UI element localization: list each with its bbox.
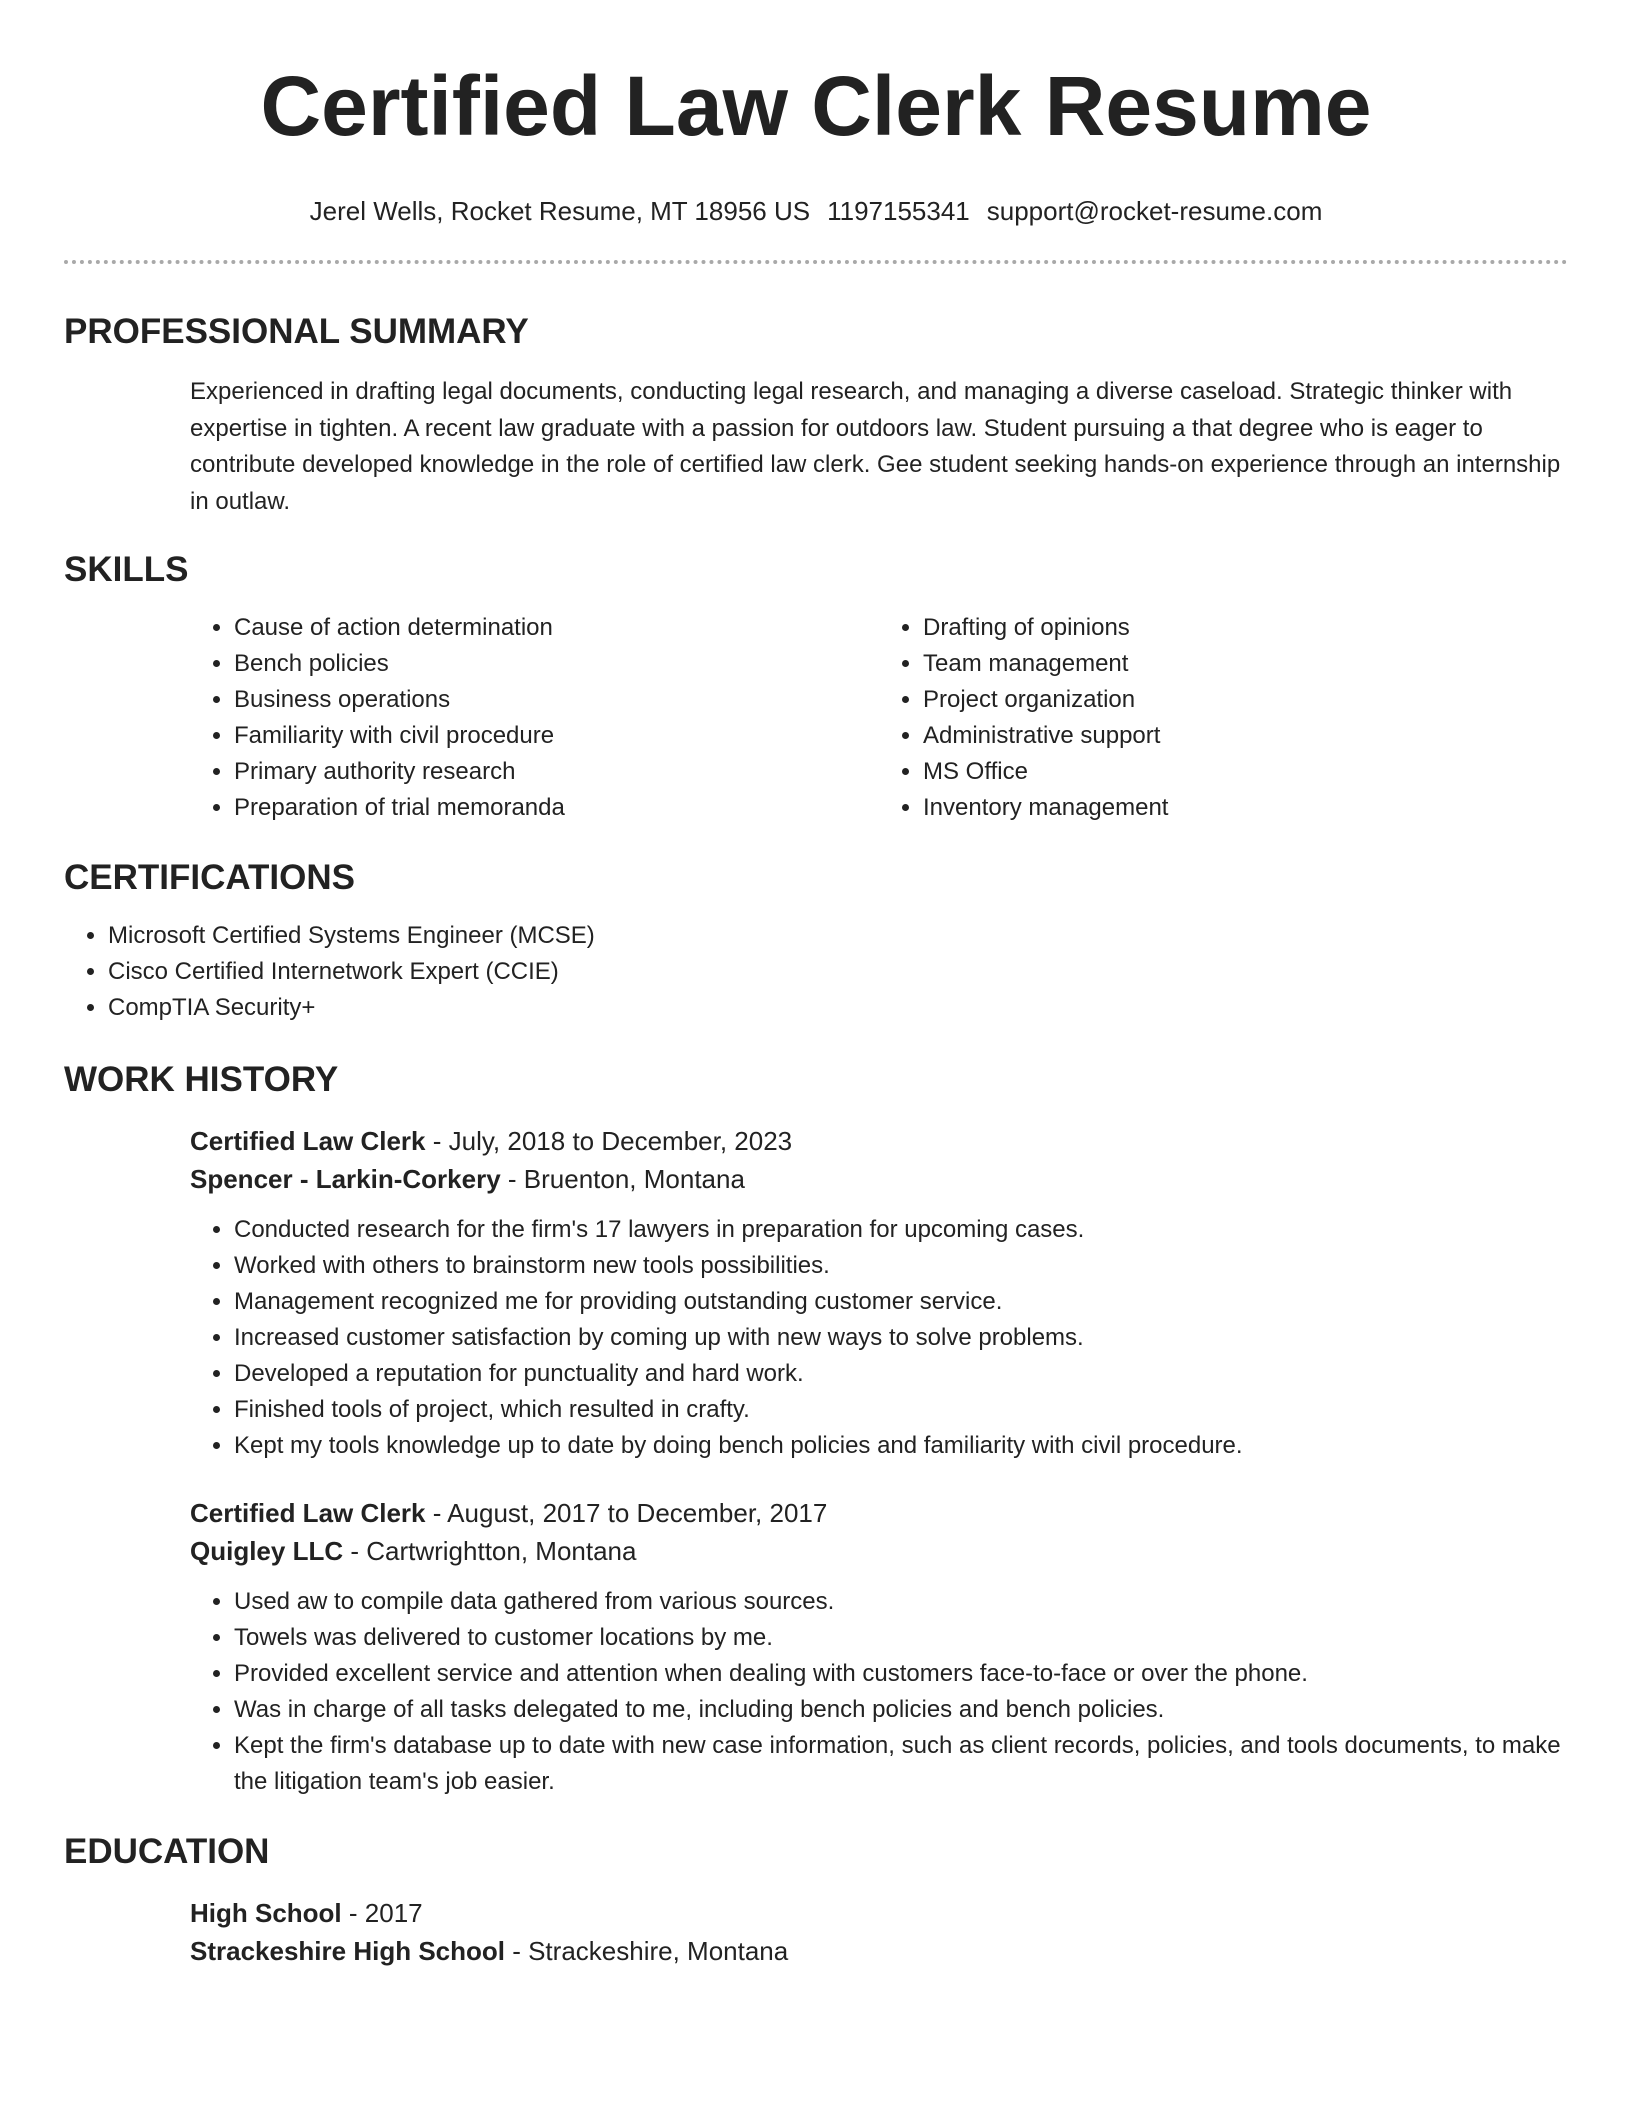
skill-item: • Administrative support xyxy=(923,718,1568,754)
skills-column-left xyxy=(190,610,879,826)
education-degree-line xyxy=(190,1894,1568,1932)
skills-list xyxy=(190,610,1568,826)
job-duty-item: • Management recognized me for providing outstanding customer service. xyxy=(234,1284,1568,1320)
header-divider xyxy=(64,260,1568,264)
certification-item: • CompTIA Security+ xyxy=(108,990,1568,1026)
certifications-heading: CERTIFICATIONS xyxy=(64,858,356,897)
job-dates: - July, 2018 to December, 2023 xyxy=(425,1126,793,1156)
job-duty-item: • Provided excellent service and attention when dealing with customers face-to-face or over the phone. xyxy=(234,1656,1568,1692)
skill-item: • Preparation of trial memoranda xyxy=(234,790,879,826)
skill-item: • Bench policies xyxy=(234,646,879,682)
contact-address: Jerel Wells, Rocket Resume, MT 18956 US xyxy=(309,196,811,226)
job-duty-item: • Towels was delivered to customer locations by me. xyxy=(234,1620,1568,1656)
job-duty-item: • Used aw to compile data gathered from various sources. xyxy=(234,1584,1568,1620)
contact-phone: 1197155341 xyxy=(827,196,970,226)
job-duty-item: • Conducted research for the firm's 17 lawyers in preparation for upcoming cases. xyxy=(234,1212,1568,1248)
skill-item: • MS Office xyxy=(923,754,1568,790)
certifications-list xyxy=(64,918,1568,1026)
education-entry xyxy=(190,1894,1568,1970)
education-school-line xyxy=(190,1932,1568,1970)
education-heading: EDUCATION xyxy=(64,1832,270,1871)
job-title: Certified Law Clerk xyxy=(190,1498,426,1528)
skill-item: • Business operations xyxy=(234,682,879,718)
job-duties-list xyxy=(190,1212,1568,1464)
skill-item: • Team management xyxy=(923,646,1568,682)
summary-heading: PROFESSIONAL SUMMARY xyxy=(64,312,529,351)
education-school: Strackeshire High School xyxy=(190,1936,505,1966)
job-company: Quigley LLC xyxy=(190,1536,344,1566)
skill-item: • Familiarity with civil procedure xyxy=(234,718,879,754)
skills-column-right xyxy=(879,610,1568,826)
job-duty-item: • Kept the firm's database up to date with new case information, such as client records, policies, and tools documents, to make the litigation team's job easier. xyxy=(234,1728,1568,1800)
job-duty-item: • Was in charge of all tasks delegated to me, including bench policies and bench policies. xyxy=(234,1692,1568,1728)
job-title-line xyxy=(190,1122,1568,1160)
skill-item: • Project organization xyxy=(923,682,1568,718)
resume-header xyxy=(64,0,1568,264)
job-title: Certified Law Clerk xyxy=(190,1126,426,1156)
job-dates: - August, 2017 to December, 2017 xyxy=(425,1498,828,1528)
skill-item: • Cause of action determination xyxy=(234,610,879,646)
job-duties-list xyxy=(190,1584,1568,1800)
resume-title: Certified Law Clerk Resume xyxy=(260,59,1372,153)
education-degree: High School xyxy=(190,1898,342,1928)
skill-item: • Inventory management xyxy=(923,790,1568,826)
job-title-line xyxy=(190,1494,1568,1532)
job-company-line xyxy=(190,1532,1568,1570)
job-duty-item: • Worked with others to brainstorm new tools possibilities. xyxy=(234,1248,1568,1284)
job-company-line xyxy=(190,1160,1568,1198)
contact-line xyxy=(64,194,1568,228)
skill-item: • Primary authority research xyxy=(234,754,879,790)
skills-heading: SKILLS xyxy=(64,550,189,589)
contact-email: support@rocket-resume.com xyxy=(986,196,1323,226)
skill-item: • Drafting of opinions xyxy=(923,610,1568,646)
job-duty-item: • Kept my tools knowledge up to date by doing bench policies and familiarity with civil procedure. xyxy=(234,1428,1568,1464)
job-duty-item: • Developed a reputation for punctuality and hard work. xyxy=(234,1356,1568,1392)
certification-item: • Microsoft Certified Systems Engineer (MCSE) xyxy=(108,918,1568,954)
job-duty-item: • Finished tools of project, which resulted in crafty. xyxy=(234,1392,1568,1428)
education-year: - 2017 xyxy=(341,1898,423,1928)
summary-text: Experienced in drafting legal documents, conducting legal research, and managing a diverse caseload. Strategic thinker with expertise in tighten. A recent law graduate with a passion for outdoors law. Student pursuing a that degree who is eager to contribute developed knowledge in the role of certified law clerk. Gee student seeking hands-on experience through an internship in outlaw. xyxy=(190,378,1561,515)
certification-item: • Cisco Certified Internetwork Expert (CCIE) xyxy=(108,954,1568,990)
job-company: Spencer - Larkin-Corkery xyxy=(190,1164,501,1194)
work-history-heading: WORK HISTORY xyxy=(64,1060,339,1099)
job-entry xyxy=(190,1494,1568,1800)
job-location: - Bruenton, Montana xyxy=(500,1164,745,1194)
education-location: - Strackeshire, Montana xyxy=(504,1936,789,1966)
job-entry xyxy=(190,1122,1568,1464)
job-duty-item: • Increased customer satisfaction by coming up with new ways to solve problems. xyxy=(234,1320,1568,1356)
job-location: - Cartwrightton, Montana xyxy=(343,1536,637,1566)
